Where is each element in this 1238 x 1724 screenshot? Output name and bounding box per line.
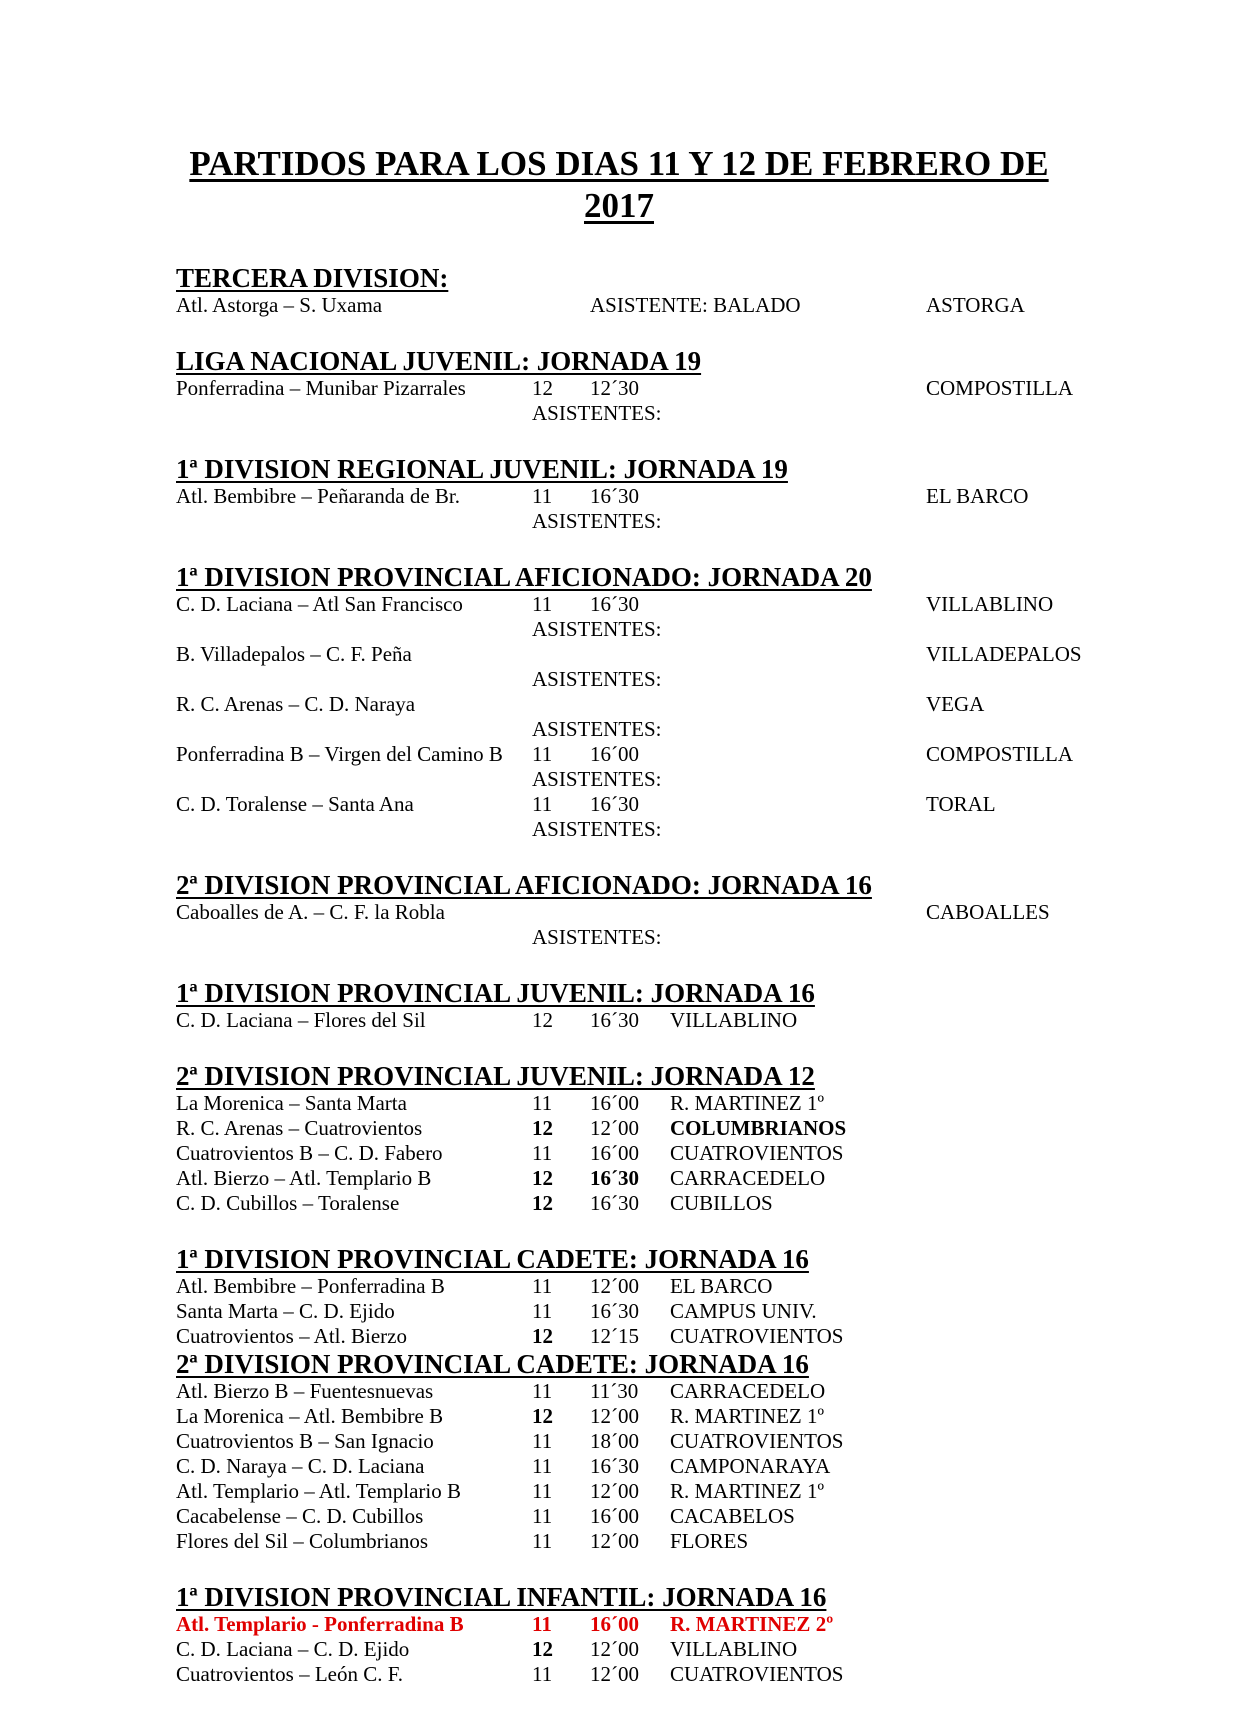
match-day: 11 <box>532 742 553 766</box>
assistants-label: ASISTENTES: <box>532 767 662 791</box>
match-time: 12´00 <box>590 1404 639 1428</box>
section-tercera-division <box>0 263 1238 318</box>
match-row <box>0 1454 1238 1479</box>
match-row <box>0 1404 1238 1429</box>
match-teams: Atl. Bierzo – Atl. Templario B <box>176 1166 432 1190</box>
assistants-row <box>0 817 1238 842</box>
match-venue: CARRACEDELO <box>670 1379 826 1403</box>
match-row <box>0 293 1238 318</box>
match-day: 11 <box>532 1662 553 1686</box>
section-heading: 1ª DIVISION REGIONAL JUVENIL: JORNADA 19 <box>176 454 788 484</box>
match-teams: C. D. Cubillos – Toralense <box>176 1191 400 1215</box>
match-row <box>0 1529 1238 1554</box>
match-venue: EL BARCO <box>926 484 1029 508</box>
match-venue: VILLABLINO <box>926 592 1054 616</box>
match-venue: COMPOSTILLA <box>926 376 1074 400</box>
match-time: 16´00 <box>590 742 639 766</box>
match-day: 11 <box>532 592 553 616</box>
match-venue: TORAL <box>926 792 996 816</box>
match-row <box>0 1141 1238 1166</box>
match-venue: CABOALLES <box>926 900 1050 924</box>
match-venue: ASTORGA <box>926 293 1025 317</box>
match-venue: CUBILLOS <box>670 1191 773 1215</box>
match-row <box>0 1637 1238 1662</box>
match-time: 11´30 <box>590 1379 639 1403</box>
match-day: 12 <box>532 376 553 400</box>
match-row <box>0 1662 1238 1687</box>
match-time: 16´30 <box>590 1166 639 1190</box>
match-time: 16´00 <box>590 1141 639 1165</box>
match-day: 12 <box>532 1324 553 1348</box>
assistants-label: ASISTENTES: <box>532 925 662 949</box>
match-venue: CUATROVIENTOS <box>670 1141 844 1165</box>
match-teams: B. Villadepalos – C. F. Peña <box>176 642 412 666</box>
assistants-row <box>0 617 1238 642</box>
match-venue: VEGA <box>926 692 985 716</box>
match-teams: Cuatrovientos B – San Ignacio <box>176 1429 434 1453</box>
match-time: 12´30 <box>590 376 639 400</box>
match-time: 16´30 <box>590 1191 639 1215</box>
match-listing <box>0 263 1238 1715</box>
match-assistant: ASISTENTE: BALADO <box>590 293 801 317</box>
match-time: 16´30 <box>590 792 639 816</box>
assistants-label: ASISTENTES: <box>532 509 662 533</box>
match-row <box>0 1274 1238 1299</box>
match-row <box>0 592 1238 617</box>
match-venue: CAMPONARAYA <box>670 1454 831 1478</box>
section-heading: LIGA NACIONAL JUVENIL: JORNADA 19 <box>176 346 702 376</box>
match-time: 16´00 <box>590 1612 639 1636</box>
match-row <box>0 1091 1238 1116</box>
section-heading: TERCERA DIVISION: <box>176 263 449 293</box>
match-teams: Atl. Bembibre – Peñaranda de Br. <box>176 484 461 508</box>
assistants-row <box>0 767 1238 792</box>
assistants-label: ASISTENTES: <box>532 667 662 691</box>
match-day: 11 <box>532 1141 553 1165</box>
match-time: 16´30 <box>590 1299 639 1323</box>
match-day: 11 <box>532 1612 552 1636</box>
match-day: 11 <box>532 1454 553 1478</box>
match-time: 16´30 <box>590 592 639 616</box>
match-venue: COLUMBRIANOS <box>670 1116 847 1140</box>
match-teams: R. C. Arenas – C. D. Naraya <box>176 692 416 716</box>
match-time: 12´00 <box>590 1637 639 1661</box>
match-teams: C. D. Toralense – Santa Ana <box>176 792 414 816</box>
match-teams: Ponferradina – Munibar Pizarrales <box>176 376 466 400</box>
match-venue: CUATROVIENTOS <box>670 1662 844 1686</box>
match-row <box>0 1324 1238 1349</box>
match-day: 11 <box>532 484 553 508</box>
section-provincial-juvenil-2 <box>0 1061 1238 1216</box>
match-row <box>0 1116 1238 1141</box>
match-venue: R. MARTINEZ 2º <box>670 1612 834 1636</box>
assistants-label: ASISTENTES: <box>532 617 662 641</box>
match-row <box>0 1008 1238 1033</box>
assistants-label: ASISTENTES: <box>532 717 662 741</box>
match-venue: FLORES <box>670 1529 749 1553</box>
match-venue: EL BARCO <box>670 1274 773 1298</box>
section-provincial-infantil-1 <box>0 1582 1238 1687</box>
match-day: 12 <box>532 1008 553 1032</box>
match-venue: VILLABLINO <box>670 1637 798 1661</box>
match-day: 12 <box>532 1404 553 1428</box>
match-day: 12 <box>532 1637 553 1661</box>
section-regional-juvenil <box>0 454 1238 534</box>
title-line-2: 2017 <box>584 186 654 225</box>
match-time: 12´15 <box>590 1324 639 1348</box>
match-venue: R. MARTINEZ 1º <box>670 1091 824 1115</box>
match-venue: CAMPUS UNIV. <box>670 1299 817 1323</box>
match-row-highlighted <box>0 1612 1238 1637</box>
match-teams: Flores del Sil – Columbrianos <box>176 1529 428 1553</box>
match-teams: C. D. Laciana – Flores del Sil <box>176 1008 426 1032</box>
section-heading: 2ª DIVISION PROVINCIAL AFICIONADO: JORNADA 16 <box>176 870 872 900</box>
match-day: 11 <box>532 1479 553 1503</box>
match-row <box>0 1166 1238 1191</box>
match-day: 11 <box>532 792 553 816</box>
match-day: 11 <box>532 1274 553 1298</box>
match-teams: C. D. Naraya – C. D. Laciana <box>176 1454 425 1478</box>
section-heading: 1ª DIVISION PROVINCIAL AFICIONADO: JORNADA 20 <box>176 562 872 592</box>
match-teams: Atl. Bierzo B – Fuentesnuevas <box>176 1379 434 1403</box>
match-teams: Ponferradina B – Virgen del Camino B <box>176 742 503 766</box>
section-heading: 2ª DIVISION PROVINCIAL JUVENIL: JORNADA 12 <box>176 1061 815 1091</box>
assistants-label: ASISTENTES: <box>532 817 662 841</box>
match-venue: CUATROVIENTOS <box>670 1429 844 1453</box>
match-teams: Cuatrovientos – León C. F. <box>176 1662 403 1686</box>
match-row <box>0 742 1238 767</box>
match-teams: R. C. Arenas – Cuatrovientos <box>176 1116 423 1140</box>
match-time: 12´00 <box>590 1529 639 1553</box>
match-row <box>0 792 1238 817</box>
match-day: 12 <box>532 1116 553 1140</box>
match-row <box>0 900 1238 925</box>
assistants-row <box>0 925 1238 950</box>
assistants-row <box>0 667 1238 692</box>
match-day: 11 <box>532 1091 553 1115</box>
match-teams: Caboalles de A. – C. F. la Robla <box>176 900 445 924</box>
match-day: 11 <box>532 1529 553 1553</box>
match-row <box>0 642 1238 667</box>
match-time: 12´00 <box>590 1116 639 1140</box>
match-venue: COMPOSTILLA <box>926 742 1074 766</box>
match-time: 16´00 <box>590 1504 639 1528</box>
assistants-row <box>0 401 1238 426</box>
assistants-label: ASISTENTES: <box>532 401 662 425</box>
match-time: 12´00 <box>590 1479 639 1503</box>
section-heading: 1ª DIVISION PROVINCIAL JUVENIL: JORNADA 16 <box>176 978 815 1008</box>
section-provincial-cadete-1 <box>0 1244 1238 1349</box>
match-venue: CARRACEDELO <box>670 1166 826 1190</box>
match-venue: R. MARTINEZ 1º <box>670 1479 824 1503</box>
match-row <box>0 1299 1238 1324</box>
match-teams: Cacabelense – C. D. Cubillos <box>176 1504 424 1528</box>
match-teams: Atl. Astorga – S. Uxama <box>176 293 383 317</box>
match-teams: Atl. Templario - Ponferradina B <box>176 1612 464 1636</box>
section-provincial-juvenil-1 <box>0 978 1238 1033</box>
section-provincial-aficionado-1 <box>0 562 1238 842</box>
match-row <box>0 1479 1238 1504</box>
section-provincial-cadete-2 <box>0 1349 1238 1554</box>
match-time: 16´30 <box>590 484 639 508</box>
section-heading: 1ª DIVISION PROVINCIAL CADETE: JORNADA 16 <box>176 1244 809 1274</box>
match-time: 12´00 <box>590 1662 639 1686</box>
assistants-row <box>0 717 1238 742</box>
match-day: 12 <box>532 1166 553 1190</box>
match-teams: Cuatrovientos – Atl. Bierzo <box>176 1324 407 1348</box>
match-teams: Atl. Bembibre – Ponferradina B <box>176 1274 445 1298</box>
match-teams: Atl. Templario – Atl. Templario B <box>176 1479 462 1503</box>
match-time: 16´00 <box>590 1091 639 1115</box>
match-teams: C. D. Laciana – C. D. Ejido <box>176 1637 410 1661</box>
match-venue: VILLABLINO <box>670 1008 798 1032</box>
match-row <box>0 1504 1238 1529</box>
match-row <box>0 1379 1238 1404</box>
match-day: 11 <box>532 1299 553 1323</box>
match-venue: CUATROVIENTOS <box>670 1324 844 1348</box>
match-day: 11 <box>532 1379 553 1403</box>
section-heading: 1ª DIVISION PROVINCIAL INFANTIL: JORNADA 16 <box>176 1582 827 1612</box>
match-day: 12 <box>532 1191 553 1215</box>
match-time: 18´00 <box>590 1429 639 1453</box>
match-row <box>0 484 1238 509</box>
match-time: 12´00 <box>590 1274 639 1298</box>
match-day: 11 <box>532 1504 553 1528</box>
match-row <box>0 1429 1238 1454</box>
match-venue: R. MARTINEZ 1º <box>670 1404 824 1428</box>
match-day: 11 <box>532 1429 553 1453</box>
match-row <box>0 1191 1238 1216</box>
section-heading: 2ª DIVISION PROVINCIAL CADETE: JORNADA 16 <box>176 1349 809 1379</box>
match-teams: La Morenica – Atl. Bembibre B <box>176 1404 444 1428</box>
document-title <box>150 143 1088 227</box>
match-time: 16´30 <box>590 1008 639 1032</box>
match-teams: La Morenica – Santa Marta <box>176 1091 407 1115</box>
match-teams: C. D. Laciana – Atl San Francisco <box>176 592 463 616</box>
match-time: 16´30 <box>590 1454 639 1478</box>
match-row <box>0 376 1238 401</box>
match-row <box>0 692 1238 717</box>
assistants-row <box>0 509 1238 534</box>
match-teams: Cuatrovientos B – C. D. Fabero <box>176 1141 443 1165</box>
section-liga-nacional-juvenil <box>0 346 1238 426</box>
match-venue: CACABELOS <box>670 1504 795 1528</box>
match-venue: VILLADEPALOS <box>926 642 1082 666</box>
section-provincial-aficionado-2 <box>0 870 1238 950</box>
match-teams: Santa Marta – C. D. Ejido <box>176 1299 395 1323</box>
title-line-1: PARTIDOS PARA LOS DIAS 11 Y 12 DE FEBRERO DE <box>189 144 1049 183</box>
